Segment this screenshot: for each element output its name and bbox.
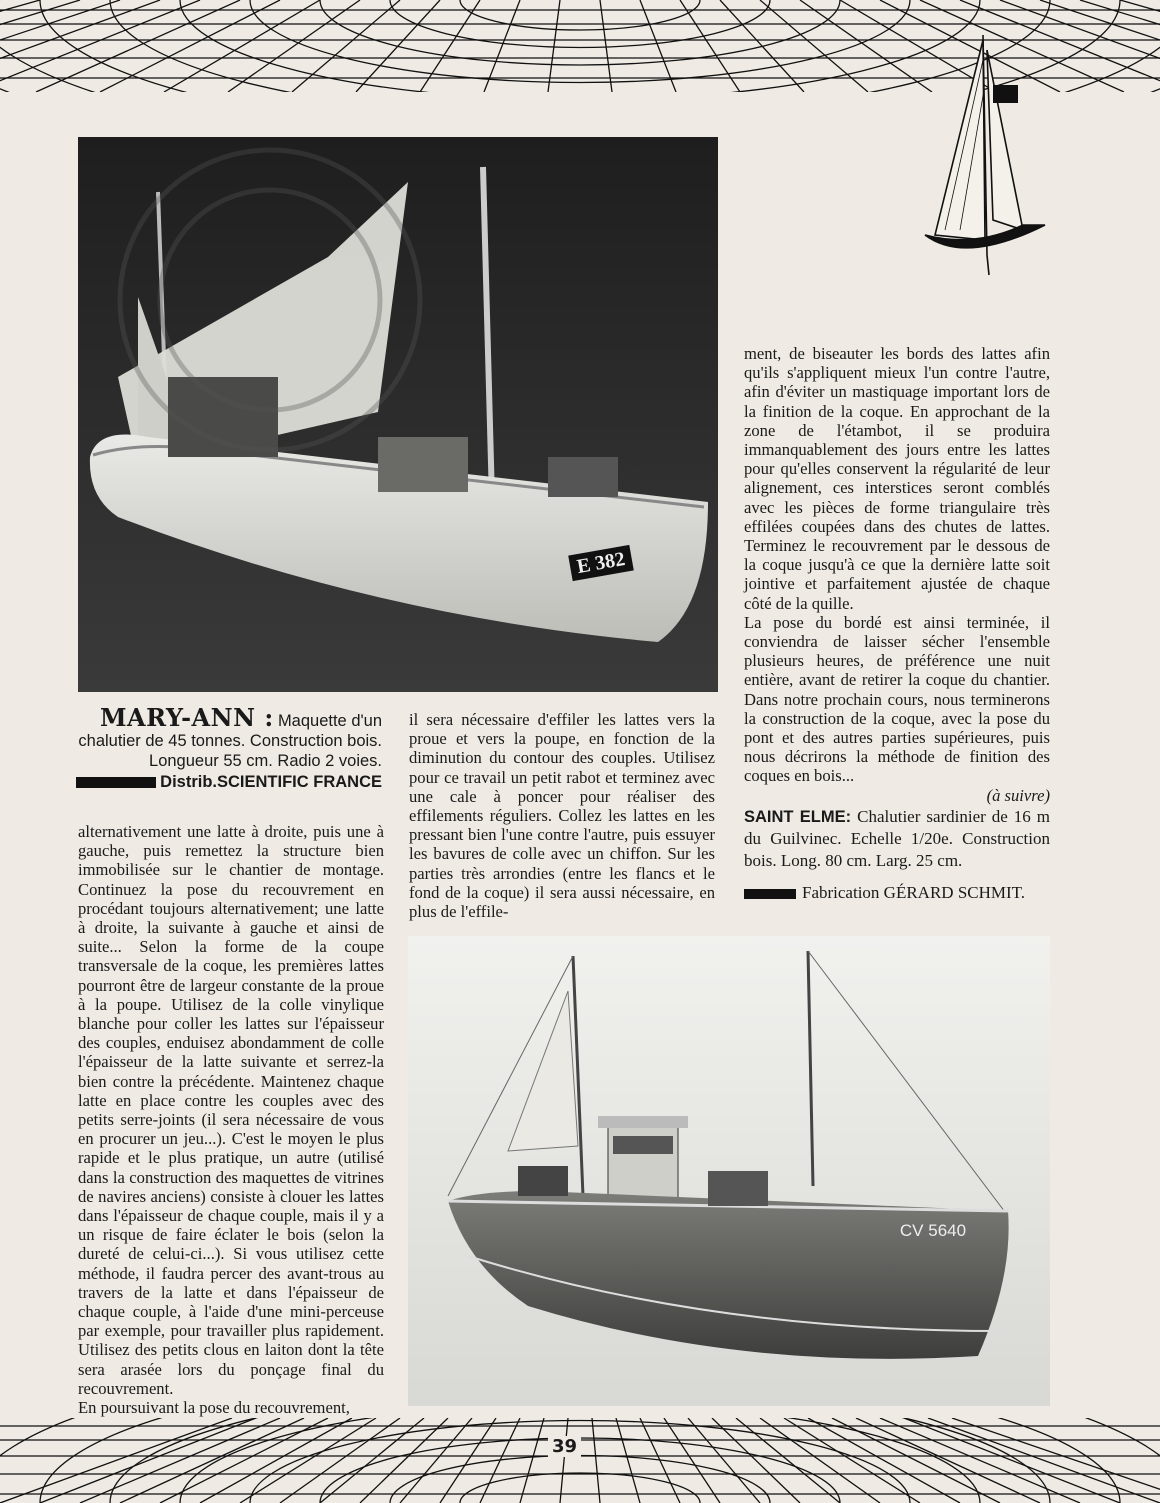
saint-elme-photo bbox=[408, 936, 1050, 1406]
black-bar bbox=[76, 777, 156, 788]
bottom-grid-border bbox=[0, 1418, 1160, 1503]
saint-elme-title: SAINT ELME: bbox=[744, 808, 852, 826]
page-number: 39 bbox=[548, 1436, 581, 1457]
mary-ann-photo bbox=[78, 137, 718, 692]
hull-number-cv5640: CV 5640 bbox=[899, 1221, 967, 1240]
article-column-2 bbox=[409, 710, 715, 921]
column-1-paragraph: En poursuivant la pose du recouvrement, bbox=[78, 1398, 350, 1418]
mary-ann-caption bbox=[76, 703, 382, 792]
to-be-continued: (à suivre) bbox=[986, 785, 1050, 805]
sailboat-illustration bbox=[905, 30, 1065, 280]
article-column-1 bbox=[78, 822, 384, 1417]
column-3-paragraph: La pose du bordé est ainsi terminée, il conviendra de laisser sécher l'ensemble plusieurs heures, de préférence une nuit entière, avant de retirer la coque du chantier. Dans notre prochain cours, nous terminerons la construction de la coque, avec la pose du pont et des autres parties supérieures, puis nous décrirons la méthode de finition des coques en bois... bbox=[744, 612, 1050, 786]
saint-elme-caption bbox=[744, 806, 1050, 904]
column-1-paragraph: alternativement une latte à droite, puis une à gauche, puis remettez la structure bien immobilisée sur le chantier de montage. Continuez la pose du recouvrement en procédant toujours alternativement; une latte à droite, la suivante à gauche et ainsi de suite... Selon la forme de la coupe transversale de la coque, les premières lattes pourront être de largeur constante de la proue à la poupe. Utilisez de la colle vinylique blanche pour coller les lattes sur l'épaisseur des couples, enduisez abondamment de colle l'épaisseur de la latte suivante et serrez-la bien contre la précédente. Maintenez chaque latte en place contre les couples avec des petits serre-joints (il sera nécessaire de vous en procurer un jeu...). C'est le moyen le plus rapide et le plus pratique, un autre (utilisé dans la construction des maquettes de vitrines de navires anciens) consiste à clouer les lattes dans l'épaisseur de chaque couple, mais il y a un risque de faire éclater le bois (selon la dureté de celui-ci...). Si vous utilisez cette méthode, il faudra percer des avant-trous au travers de la latte et dans l'épaisseur de chaque couple, à l'aide d'une mini-perceuse par exemple, pour travailler plus rapidement. Utilisez des petits clous en laiton dont la tête sera arasée lors du ponçage final du recouvrement. bbox=[78, 822, 384, 1398]
black-bar bbox=[744, 889, 796, 899]
column-2-paragraph: il sera nécessaire d'effiler les lattes vers la proue et vers la poupe, en fonction de la diminution du contour des couples. Utilisez pour ce travail un petit rabot et terminez avec une cale à poncer pour réaliser des effilements réguliers. Collez les lattes en les pressant bien l'une contre l'autre, puis essuyer les bavures de colle avec un chiffon. Sur les parties très arrondies (entre les flancs et le fond de la coque) il sera aussi nécessaire, en plus de l'effile- bbox=[409, 710, 715, 922]
saint-elme-fabrication: Fabrication GÉRARD SCHMIT. bbox=[802, 883, 1026, 902]
saint-elme-description: Chalutier sardinier de 16 m du Guilvinec. Echelle 1/20e. Construction bois. Long. 80 cm. Larg. 25 cm. bbox=[744, 807, 1050, 870]
mary-ann-distributor: Distrib.SCIENTIFIC FRANCE bbox=[160, 772, 382, 791]
article-column-3 bbox=[744, 344, 1050, 805]
mary-ann-title: MARY-ANN : bbox=[99, 703, 274, 732]
hull-number-e382: E 382 bbox=[575, 547, 627, 579]
mary-ann-description: Maquette d'un chalutier de 45 tonnes. Construction bois. Longueur 55 cm. Radio 2 voies. bbox=[78, 712, 382, 771]
column-3-paragraph: ment, de biseauter les bords des lattes afin qu'ils s'appliquent mieux l'un contre l'autre, afin d'éviter un mastiquage important lors de la finition de la coque. En approchant de la zone de l'étambot, il se produira immanquablement des jours entre les lattes pour qu'elles conservent la régularité de leur alignement, ces interstices seront comblés avec les pièces de forme triangulaire très effilées coupées dans des chutes de lattes. Terminez le recouvrement par le dessous de la coque jusqu'à ce que la dernière latte soit jointive et parfaitement ajustée de chaque côté de la quille. bbox=[744, 344, 1050, 613]
